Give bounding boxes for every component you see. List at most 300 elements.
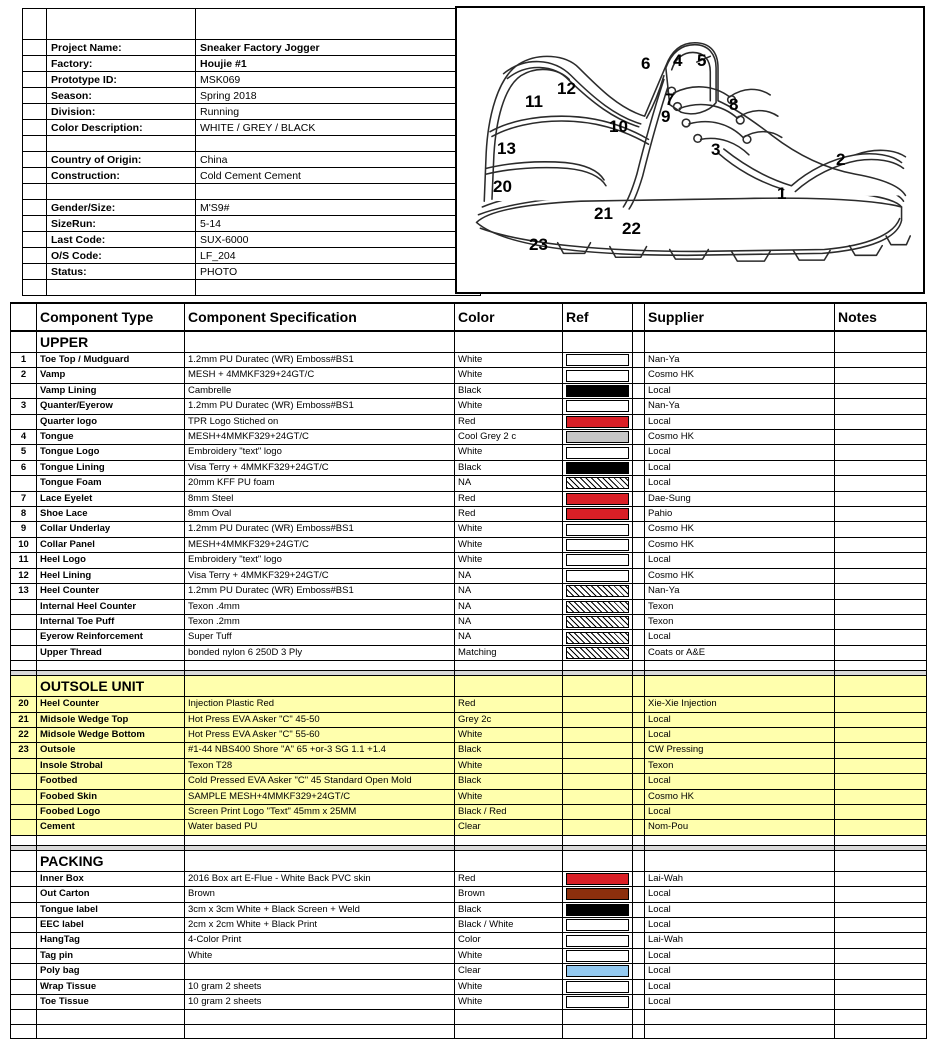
callout-number-3: 3 bbox=[711, 140, 721, 159]
info-value-cell bbox=[196, 184, 481, 200]
bom-row bbox=[11, 918, 927, 933]
info-num-cell bbox=[23, 264, 47, 280]
bom-header-supplier: Supplier bbox=[645, 303, 835, 331]
bom-cell-ref bbox=[563, 614, 633, 629]
bom-cell-number bbox=[11, 630, 37, 645]
bom-cell-color: Red bbox=[455, 414, 563, 429]
ref-swatch-empty bbox=[566, 759, 629, 773]
bom-cell-gap bbox=[633, 887, 645, 902]
bom-row bbox=[11, 599, 927, 614]
bom-cell-color: White bbox=[455, 445, 563, 460]
ref-swatch-color bbox=[566, 873, 629, 885]
bom-cell-component-type: Heel Logo bbox=[37, 553, 185, 568]
bom-cell-notes bbox=[835, 645, 927, 660]
info-row-blank bbox=[23, 280, 481, 296]
bom-row bbox=[11, 871, 927, 886]
product-info-pane bbox=[0, 0, 455, 302]
bom-cell-number: 13 bbox=[11, 584, 37, 599]
bom-cell-supplier: Local bbox=[645, 445, 835, 460]
bom-cell-specification: Visa Terry + 4MMKF329+24GT/C bbox=[185, 460, 455, 475]
bom-row bbox=[11, 774, 927, 789]
bom-section-no bbox=[11, 331, 37, 353]
bom-empty-cell bbox=[455, 1024, 563, 1038]
bom-cell-ref bbox=[563, 414, 633, 429]
bom-cell-supplier: Nan-Ya bbox=[645, 584, 835, 599]
bom-cell-number bbox=[11, 918, 37, 933]
bom-cell-specification: 4-Color Print bbox=[185, 933, 455, 948]
info-value-cell bbox=[196, 136, 481, 152]
bom-row bbox=[11, 553, 927, 568]
bom-cell-supplier: Local bbox=[645, 902, 835, 917]
bom-cell-gap bbox=[633, 789, 645, 804]
callout-number-1: 1 bbox=[777, 184, 787, 203]
bom-cell-color: Matching bbox=[455, 645, 563, 660]
callout-number-21: 21 bbox=[594, 204, 613, 223]
bom-cell-ref bbox=[563, 995, 633, 1010]
info-value-cell: Spring 2018 bbox=[196, 88, 481, 104]
bom-row bbox=[11, 414, 927, 429]
bom-cell-notes bbox=[835, 804, 927, 819]
bom-cell-number bbox=[11, 820, 37, 835]
bom-cell-notes bbox=[835, 820, 927, 835]
bom-cell-notes bbox=[835, 399, 927, 414]
bom-cell-supplier: Texon bbox=[645, 614, 835, 629]
bom-cell-specification: MESH + 4MMKF329+24GT/C bbox=[185, 368, 455, 383]
bom-empty-cell bbox=[37, 1010, 185, 1024]
ref-swatch-hatch bbox=[566, 632, 629, 644]
info-label-cell: Country of Origin: bbox=[47, 152, 196, 168]
bom-cell-color: White bbox=[455, 522, 563, 537]
bom-cell-gap bbox=[633, 584, 645, 599]
bom-row bbox=[11, 727, 927, 742]
bom-cell-notes bbox=[835, 758, 927, 773]
bom-cell-number: 12 bbox=[11, 568, 37, 583]
bom-cell-notes bbox=[835, 507, 927, 522]
bom-empty-cell bbox=[37, 661, 185, 671]
bom-cell-gap bbox=[633, 964, 645, 979]
bom-cell-component-type: Lace Eyelet bbox=[37, 491, 185, 506]
bom-cell-notes bbox=[835, 460, 927, 475]
bom-section-color bbox=[455, 676, 563, 697]
bom-section-title: OUTSOLE UNIT bbox=[37, 676, 185, 697]
info-row-blank bbox=[23, 136, 481, 152]
bom-cell-ref bbox=[563, 491, 633, 506]
bom-cell-supplier: CW Pressing bbox=[645, 743, 835, 758]
bom-row bbox=[11, 383, 927, 398]
info-row bbox=[23, 248, 481, 264]
bom-cell-supplier: Local bbox=[645, 727, 835, 742]
bom-cell-number bbox=[11, 758, 37, 773]
bom-cell-component-type: Heel Counter bbox=[37, 697, 185, 712]
bom-cell-gap bbox=[633, 599, 645, 614]
bom-cell-notes bbox=[835, 630, 927, 645]
bom-cell-gap bbox=[633, 491, 645, 506]
bom-cell-number bbox=[11, 964, 37, 979]
bom-cell-gap bbox=[633, 948, 645, 963]
bom-cell-supplier: Local bbox=[645, 964, 835, 979]
info-row bbox=[23, 168, 481, 184]
bom-cell-component-type: Quarter logo bbox=[37, 414, 185, 429]
bom-cell-ref bbox=[563, 476, 633, 491]
bom-row bbox=[11, 902, 927, 917]
ref-swatch-color bbox=[566, 919, 629, 931]
bom-cell-specification: SAMPLE MESH+4MMKF329+24GT/C bbox=[185, 789, 455, 804]
bom-cell-ref bbox=[563, 918, 633, 933]
info-num-cell bbox=[23, 216, 47, 232]
bom-row bbox=[11, 630, 927, 645]
bom-cell-gap bbox=[633, 430, 645, 445]
bom-cell-gap bbox=[633, 614, 645, 629]
bom-cell-color: Black bbox=[455, 383, 563, 398]
bom-cell-supplier: Cosmo HK bbox=[645, 430, 835, 445]
bom-cell-number: 23 bbox=[11, 743, 37, 758]
bom-header-gap bbox=[633, 303, 645, 331]
bom-cell-gap bbox=[633, 568, 645, 583]
info-num-cell bbox=[23, 184, 47, 200]
bom-section-supplier bbox=[645, 850, 835, 871]
bom-row bbox=[11, 522, 927, 537]
info-num-cell bbox=[23, 120, 47, 136]
bom-empty-cell bbox=[835, 1024, 927, 1038]
bom-cell-component-type: Tongue bbox=[37, 430, 185, 445]
bom-section-header-row bbox=[11, 676, 927, 697]
bom-row bbox=[11, 789, 927, 804]
bom-cell-color: Clear bbox=[455, 964, 563, 979]
bom-cell-specification: Cold Pressed EVA Asker "C" 45 Standard Open Mold bbox=[185, 774, 455, 789]
bom-row bbox=[11, 614, 927, 629]
bom-cell-gap bbox=[633, 383, 645, 398]
bom-cell-gap bbox=[633, 414, 645, 429]
bom-cell-supplier: Nan-Ya bbox=[645, 353, 835, 368]
bom-cell-specification: MESH+4MMKF329+24GT/C bbox=[185, 430, 455, 445]
bom-cell-ref bbox=[563, 758, 633, 773]
bom-cell-gap bbox=[633, 368, 645, 383]
bom-cell-ref bbox=[563, 964, 633, 979]
bom-section-supplier bbox=[645, 331, 835, 353]
bom-empty-cell bbox=[645, 1024, 835, 1038]
bom-row bbox=[11, 645, 927, 660]
bom-cell-notes bbox=[835, 727, 927, 742]
info-value-cell: Running bbox=[196, 104, 481, 120]
bom-cell-number bbox=[11, 871, 37, 886]
bom-header-component-type: Component Type bbox=[37, 303, 185, 331]
bom-cell-gap bbox=[633, 758, 645, 773]
bom-cell-ref bbox=[563, 553, 633, 568]
bom-cell-ref bbox=[563, 948, 633, 963]
info-value-cell: Houjie #1 bbox=[196, 56, 481, 72]
bom-section-header-row bbox=[11, 850, 927, 871]
bom-empty-cell bbox=[633, 1010, 645, 1024]
ref-swatch-color bbox=[566, 904, 629, 916]
bom-section-gap bbox=[633, 676, 645, 697]
bom-row bbox=[11, 353, 927, 368]
bom-empty-cell bbox=[645, 1010, 835, 1024]
bom-section-ref bbox=[563, 850, 633, 871]
info-value-cell bbox=[196, 9, 481, 40]
bom-row bbox=[11, 820, 927, 835]
bom-cell-ref bbox=[563, 887, 633, 902]
bom-cell-color: Clear bbox=[455, 820, 563, 835]
bom-cell-gap bbox=[633, 445, 645, 460]
bom-cell-gap bbox=[633, 804, 645, 819]
ref-swatch-empty bbox=[566, 697, 629, 711]
bom-cell-component-type: Heel Counter bbox=[37, 584, 185, 599]
bom-cell-notes bbox=[835, 774, 927, 789]
info-num-cell bbox=[23, 200, 47, 216]
callout-number-7: 7 bbox=[665, 90, 675, 109]
ref-swatch-color bbox=[566, 539, 629, 551]
bom-cell-component-type: Toe Tissue bbox=[37, 995, 185, 1010]
bom-cell-number bbox=[11, 887, 37, 902]
bom-cell-number: 7 bbox=[11, 491, 37, 506]
info-label-cell: Status: bbox=[47, 264, 196, 280]
bom-cell-number bbox=[11, 995, 37, 1010]
bom-cell-component-type: Eyerow Reinforcement bbox=[37, 630, 185, 645]
ref-swatch-color bbox=[566, 981, 629, 993]
callout-number-23: 23 bbox=[529, 235, 548, 254]
bom-row bbox=[11, 948, 927, 963]
callout-number-2: 2 bbox=[836, 150, 846, 169]
bom-section-spec bbox=[185, 676, 455, 697]
info-value-cell bbox=[196, 280, 481, 296]
bom-cell-specification: Water based PU bbox=[185, 820, 455, 835]
info-value-cell: China bbox=[196, 152, 481, 168]
bom-empty-cell bbox=[37, 835, 185, 845]
bom-row bbox=[11, 758, 927, 773]
ref-swatch-color bbox=[566, 570, 629, 582]
bom-cell-gap bbox=[633, 353, 645, 368]
info-row-blank bbox=[23, 9, 481, 40]
bom-cell-gap bbox=[633, 743, 645, 758]
info-row bbox=[23, 88, 481, 104]
bom-cell-supplier: Local bbox=[645, 553, 835, 568]
bom-cell-number: 21 bbox=[11, 712, 37, 727]
bom-cell-number bbox=[11, 414, 37, 429]
bom-cell-supplier: Local bbox=[645, 887, 835, 902]
bom-cell-supplier: Local bbox=[645, 774, 835, 789]
info-label-cell bbox=[47, 9, 196, 40]
bom-cell-supplier: Local bbox=[645, 948, 835, 963]
info-label-cell: Gender/Size: bbox=[47, 200, 196, 216]
bom-cell-color: White bbox=[455, 353, 563, 368]
bom-cell-component-type: Insole Strobal bbox=[37, 758, 185, 773]
bom-empty-cell bbox=[11, 661, 37, 671]
ref-swatch-color bbox=[566, 508, 629, 520]
bom-cell-supplier: Pahio bbox=[645, 507, 835, 522]
bom-cell-ref bbox=[563, 820, 633, 835]
bom-cell-ref bbox=[563, 630, 633, 645]
bom-cell-component-type: Toe Top / Mudguard bbox=[37, 353, 185, 368]
ref-swatch-color bbox=[566, 493, 629, 505]
bom-cell-specification: 2016 Box art E-Flue - White Back PVC skin bbox=[185, 871, 455, 886]
bom-cell-specification: Brown bbox=[185, 887, 455, 902]
bom-cell-component-type: EEC label bbox=[37, 918, 185, 933]
bom-cell-number bbox=[11, 789, 37, 804]
bom-cell-notes bbox=[835, 948, 927, 963]
bom-cell-gap bbox=[633, 645, 645, 660]
bom-cell-number bbox=[11, 383, 37, 398]
bom-cell-ref bbox=[563, 727, 633, 742]
info-num-cell bbox=[23, 248, 47, 264]
bom-spacer-row bbox=[11, 661, 927, 671]
bom-empty-cell bbox=[37, 1024, 185, 1038]
bom-cell-color: Color bbox=[455, 933, 563, 948]
bom-row bbox=[11, 887, 927, 902]
bom-cell-notes bbox=[835, 537, 927, 552]
ref-swatch-empty bbox=[566, 805, 629, 819]
info-value-cell: MSK069 bbox=[196, 72, 481, 88]
bom-cell-component-type: Vamp bbox=[37, 368, 185, 383]
info-num-cell bbox=[23, 88, 47, 104]
info-row bbox=[23, 152, 481, 168]
info-label-cell bbox=[47, 280, 196, 296]
bom-empty-cell bbox=[633, 1024, 645, 1038]
bom-cell-notes bbox=[835, 697, 927, 712]
ref-swatch-empty bbox=[566, 728, 629, 742]
bom-cell-specification: 1.2mm PU Duratec (WR) Emboss#BS1 bbox=[185, 522, 455, 537]
bom-cell-number: 1 bbox=[11, 353, 37, 368]
bom-empty-cell bbox=[563, 1024, 633, 1038]
bom-cell-color: NA bbox=[455, 599, 563, 614]
bom-cell-notes bbox=[835, 712, 927, 727]
bom-row bbox=[11, 568, 927, 583]
bom-empty-cell bbox=[11, 1024, 37, 1038]
bom-cell-component-type: Heel Lining bbox=[37, 568, 185, 583]
bom-cell-supplier: Coats or A&E bbox=[645, 645, 835, 660]
info-label-cell: Prototype ID: bbox=[47, 72, 196, 88]
bom-row bbox=[11, 995, 927, 1010]
bom-cell-color: Brown bbox=[455, 887, 563, 902]
bom-cell-color: White bbox=[455, 789, 563, 804]
header-section bbox=[0, 0, 938, 302]
bom-cell-specification: TPR Logo Stiched on bbox=[185, 414, 455, 429]
ref-swatch-color bbox=[566, 965, 629, 977]
bom-cell-ref bbox=[563, 383, 633, 398]
info-value-cell: LF_204 bbox=[196, 248, 481, 264]
ref-swatch-hatch bbox=[566, 585, 629, 597]
bom-cell-notes bbox=[835, 491, 927, 506]
bom-cell-ref bbox=[563, 537, 633, 552]
bom-cell-supplier: Xie-Xie Injection bbox=[645, 697, 835, 712]
sneaker-line-drawing-icon bbox=[457, 8, 923, 292]
bom-cell-number: 9 bbox=[11, 522, 37, 537]
info-row bbox=[23, 120, 481, 136]
bom-cell-gap bbox=[633, 871, 645, 886]
bom-cell-gap bbox=[633, 399, 645, 414]
bom-cell-number: 2 bbox=[11, 368, 37, 383]
bom-cell-ref bbox=[563, 712, 633, 727]
ref-swatch-hatch bbox=[566, 477, 629, 489]
bom-section-title: PACKING bbox=[37, 850, 185, 871]
bom-cell-component-type: Upper Thread bbox=[37, 645, 185, 660]
bom-cell-component-type: Inner Box bbox=[37, 871, 185, 886]
callout-number-8: 8 bbox=[729, 95, 739, 114]
bom-cell-number bbox=[11, 614, 37, 629]
bom-cell-specification: 8mm Steel bbox=[185, 491, 455, 506]
bom-cell-specification: White bbox=[185, 948, 455, 963]
bom-cell-supplier: Lai-Wah bbox=[645, 871, 835, 886]
callout-number-13: 13 bbox=[497, 139, 516, 158]
info-value-cell: SUX-6000 bbox=[196, 232, 481, 248]
bom-row bbox=[11, 804, 927, 819]
bom-section-notes bbox=[835, 850, 927, 871]
bom-cell-number: 10 bbox=[11, 537, 37, 552]
ref-swatch-hatch bbox=[566, 616, 629, 628]
bom-cell-supplier: Cosmo HK bbox=[645, 789, 835, 804]
info-label-cell bbox=[47, 136, 196, 152]
bom-empty-cell bbox=[633, 661, 645, 671]
info-num-cell bbox=[23, 56, 47, 72]
bom-cell-notes bbox=[835, 476, 927, 491]
info-label-cell: Season: bbox=[47, 88, 196, 104]
bom-cell-ref bbox=[563, 804, 633, 819]
bom-cell-color: White bbox=[455, 537, 563, 552]
bom-empty-cell bbox=[455, 1010, 563, 1024]
info-num-cell bbox=[23, 232, 47, 248]
bom-cell-color: White bbox=[455, 758, 563, 773]
bom-row bbox=[11, 743, 927, 758]
bom-cell-gap bbox=[633, 522, 645, 537]
bom-cell-component-type: Foobed Logo bbox=[37, 804, 185, 819]
bom-empty-cell bbox=[185, 1010, 455, 1024]
bom-cell-notes bbox=[835, 522, 927, 537]
bom-cell-color: Black bbox=[455, 774, 563, 789]
bom-cell-color: Red bbox=[455, 697, 563, 712]
bom-cell-notes bbox=[835, 887, 927, 902]
bom-cell-notes bbox=[835, 964, 927, 979]
bom-cell-notes bbox=[835, 568, 927, 583]
bom-section-spec bbox=[185, 850, 455, 871]
bill-of-materials-table bbox=[10, 302, 927, 1039]
bom-cell-color: White bbox=[455, 727, 563, 742]
bom-cell-supplier: Local bbox=[645, 918, 835, 933]
bom-cell-number: 11 bbox=[11, 553, 37, 568]
bom-section-no bbox=[11, 850, 37, 871]
bom-cell-component-type: Collar Panel bbox=[37, 537, 185, 552]
bom-cell-color: White bbox=[455, 368, 563, 383]
bom-cell-number bbox=[11, 804, 37, 819]
bom-row bbox=[11, 445, 927, 460]
bom-cell-supplier: Local bbox=[645, 460, 835, 475]
info-label-cell: Division: bbox=[47, 104, 196, 120]
bom-cell-notes bbox=[835, 414, 927, 429]
bom-cell-supplier: Local bbox=[645, 476, 835, 491]
ref-swatch-hatch bbox=[566, 647, 629, 659]
bom-row bbox=[11, 537, 927, 552]
bom-cell-specification: Texon .2mm bbox=[185, 614, 455, 629]
bom-cell-number bbox=[11, 645, 37, 660]
bom-row bbox=[11, 712, 927, 727]
bom-header-notes: Notes bbox=[835, 303, 927, 331]
bom-row bbox=[11, 697, 927, 712]
bom-row bbox=[11, 933, 927, 948]
bom-empty-cell bbox=[633, 835, 645, 845]
bom-cell-specification bbox=[185, 964, 455, 979]
bom-cell-specification: 8mm Oval bbox=[185, 507, 455, 522]
callout-number-5: 5 bbox=[697, 51, 707, 70]
bom-cell-component-type: Quanter/Eyerow bbox=[37, 399, 185, 414]
bom-cell-gap bbox=[633, 902, 645, 917]
info-num-cell bbox=[23, 40, 47, 56]
bom-cell-ref bbox=[563, 368, 633, 383]
callout-number-12: 12 bbox=[557, 79, 576, 98]
bom-cell-notes bbox=[835, 368, 927, 383]
bom-cell-supplier: Local bbox=[645, 712, 835, 727]
info-num-cell bbox=[23, 9, 47, 40]
bom-cell-color: Black bbox=[455, 743, 563, 758]
ref-swatch-color bbox=[566, 554, 629, 566]
bom-cell-specification: #1-44 NBS400 Shore "A" 65 +or-3 SG 1.1 +1.4 bbox=[185, 743, 455, 758]
